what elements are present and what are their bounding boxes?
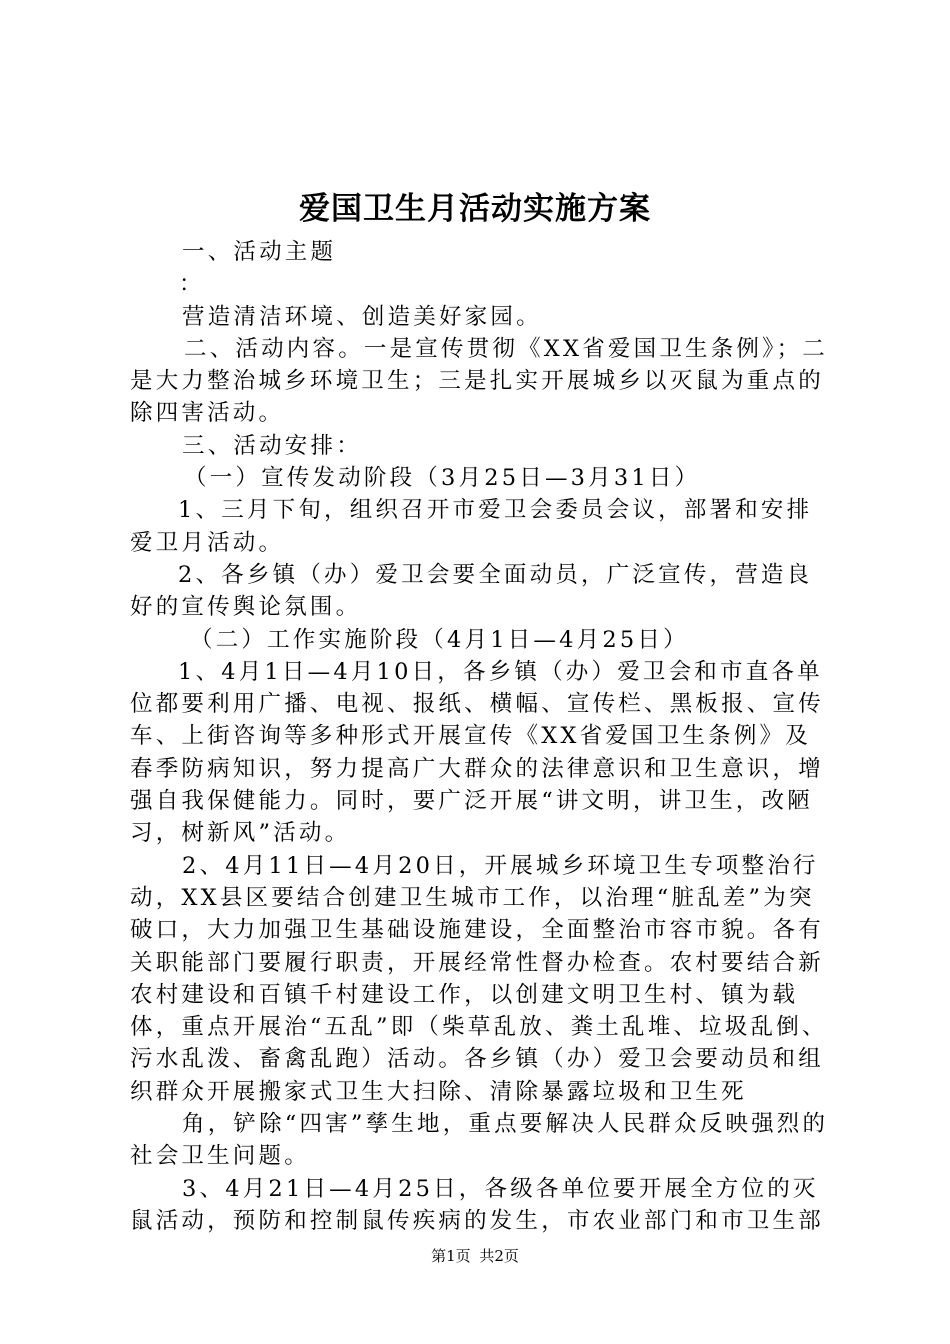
paragraph-stage-two-item-2: 2、4月11日—4月20日，开展城乡环境卫生专项整治行动，XX县区要结合创建卫生城市工作，以治理“脏乱差”为突破口，大力加强卫生基础设施建设，全面整治市容市貌。各有关职能部门要履行职责，开展经常性督办检查。农村要结合新农村建设和百镇千村建设工作，以创建文明卫生村、镇为载体，重点开展治“五乱”即（柴草乱放、粪土乱堆、垃圾乱倒、污水乱泼、畜禽乱跑）活动。各乡镇（办）爱卫会要动员和组织群众开展搬家式卫生大扫除、清除暴露垃圾和卫生死 (130, 852, 828, 1105)
paragraph-stage-one-heading: （一）宣传发动阶段（3月25日—3月31日） (184, 465, 701, 492)
document-title: 爱国卫生月活动实施方案 (299, 191, 651, 227)
paragraph-arrangement-heading: 三、活动安排： (182, 432, 362, 459)
page-total: 共2页 (479, 1247, 519, 1265)
paragraph-theme-heading: 一、活动主题 (182, 239, 337, 265)
paragraph-content: 二、活动内容。一是宣传贯彻《XX省爱国卫生条例》；二是大力整治城乡环境卫生；三是扎实开展城乡以灭鼠为重点的除四害活动。 (130, 335, 828, 427)
paragraph-theme-colon: ： (179, 271, 205, 298)
paragraph-stage-two-item-1: 1、4月1日—4月10日，各乡镇（办）爱卫会和市直各单位都要利用广播、电视、报纸、横幅、宣传栏、黑板报、宣传车、上街咨询等多种形式开展宣传《XX省爱国卫生条例》及春季防病知识，努力提高广大群众的法律意识和卫生意识，增强自我保健能力。同时，要广泛开展“讲文明，讲卫生，改陋习，树新风”活动。 (130, 658, 824, 847)
page-number: 第1页 (431, 1247, 471, 1265)
paragraph-stage-two-item-2-cont: 角，铲除“四害”孳生地，重点要解决人民群众反映强烈的社会卫生问题。 (130, 1111, 829, 1170)
paragraph-stage-two-heading: （二）工作实施阶段（4月1日—4月25日） (190, 626, 689, 653)
document-body (130, 236, 835, 1237)
page-footer (0, 1246, 950, 1266)
paragraph-theme-text: 营造清洁环境、创造美好家园。 (182, 303, 542, 330)
paragraph-stage-one-item-2: 2、各乡镇（办）爱卫会要全面动员，广泛宣传，营造良好的宣传舆论氛围。 (130, 561, 813, 621)
paragraph-stage-two-item-3: 3、4月21日—4月25日，各级各单位要开展全方位的灭鼠活动，预防和控制鼠传疾病的发生，市农业部门和市卫生部 (130, 1175, 824, 1234)
paragraph-stage-one-item-1: 1、三月下旬，组织召开市爱卫会委员会议，部署和安排爱卫月活动。 (130, 497, 813, 556)
